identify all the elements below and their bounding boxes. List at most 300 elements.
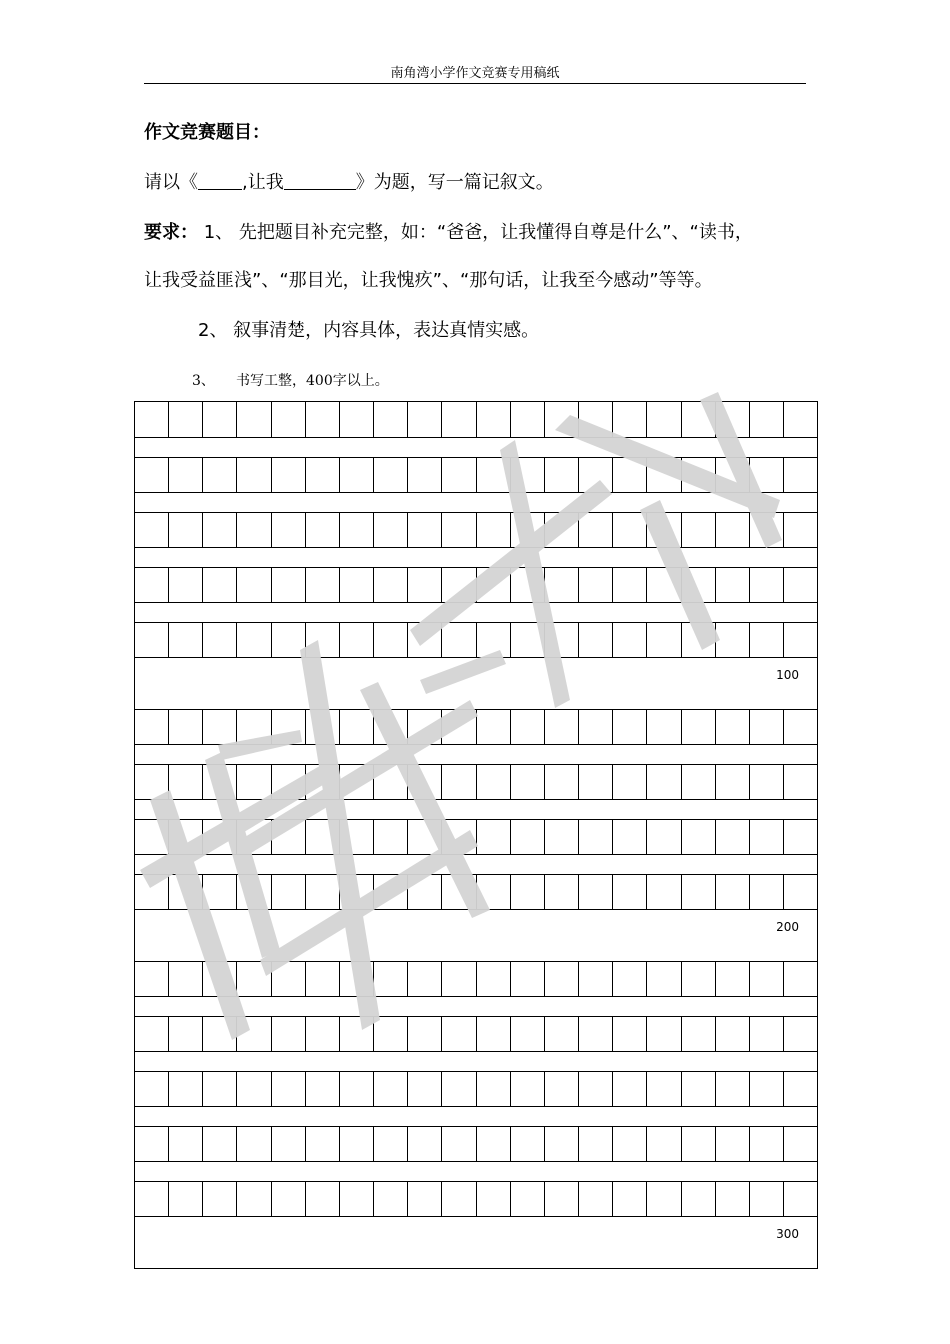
grid-cell[interactable] bbox=[203, 1181, 237, 1217]
grid-cell[interactable] bbox=[750, 1126, 784, 1162]
grid-cell[interactable] bbox=[408, 819, 442, 855]
grid-cell[interactable] bbox=[442, 622, 476, 658]
grid-cell[interactable] bbox=[169, 709, 203, 745]
grid-cell[interactable] bbox=[716, 764, 750, 800]
grid-cell[interactable] bbox=[203, 819, 237, 855]
grid-cell[interactable] bbox=[716, 402, 750, 438]
grid-cell[interactable] bbox=[682, 567, 716, 603]
grid-cell[interactable] bbox=[579, 512, 613, 548]
grid-cell[interactable] bbox=[135, 1016, 169, 1052]
grid-cell[interactable] bbox=[784, 764, 817, 800]
grid-cell[interactable] bbox=[442, 709, 476, 745]
prompt-line bbox=[144, 168, 554, 194]
grid-cell[interactable] bbox=[203, 1071, 237, 1107]
grid-cell[interactable] bbox=[784, 709, 817, 745]
grid-cell[interactable] bbox=[682, 622, 716, 658]
grid-cell[interactable] bbox=[511, 819, 545, 855]
grid-cell[interactable] bbox=[750, 1071, 784, 1107]
grid-cell[interactable] bbox=[374, 567, 408, 603]
grid-cell[interactable] bbox=[442, 1126, 476, 1162]
grid-cell[interactable] bbox=[750, 709, 784, 745]
grid-cell[interactable] bbox=[203, 622, 237, 658]
grid-cell[interactable] bbox=[135, 1071, 169, 1107]
grid-cell[interactable] bbox=[135, 709, 169, 745]
grid-cell[interactable] bbox=[511, 874, 545, 910]
grid-cell[interactable] bbox=[306, 764, 340, 800]
grid-cell[interactable] bbox=[374, 457, 408, 493]
grid-cell[interactable] bbox=[784, 1071, 817, 1107]
grid-cell[interactable] bbox=[374, 1016, 408, 1052]
grid-cell[interactable] bbox=[169, 512, 203, 548]
grid-cell[interactable] bbox=[647, 1071, 681, 1107]
grid-cell[interactable] bbox=[647, 622, 681, 658]
grid-cell[interactable] bbox=[613, 622, 647, 658]
grid-cell[interactable] bbox=[750, 512, 784, 548]
grid-cell[interactable] bbox=[511, 1181, 545, 1217]
grid-cell[interactable] bbox=[579, 764, 613, 800]
grid-cell[interactable] bbox=[237, 1181, 271, 1217]
grid-cell[interactable] bbox=[272, 1071, 306, 1107]
grid-cell[interactable] bbox=[237, 1126, 271, 1162]
grid-cell[interactable] bbox=[477, 874, 511, 910]
grid-cell[interactable] bbox=[750, 1016, 784, 1052]
grid-cell[interactable] bbox=[716, 512, 750, 548]
grid-cell[interactable] bbox=[169, 622, 203, 658]
grid-cell[interactable] bbox=[237, 402, 271, 438]
grid-cell[interactable] bbox=[716, 1181, 750, 1217]
grid-cell[interactable] bbox=[340, 1071, 374, 1107]
grid-row bbox=[135, 961, 817, 997]
grid-cell[interactable] bbox=[408, 622, 442, 658]
grid-cell[interactable] bbox=[613, 402, 647, 438]
grid-cell[interactable] bbox=[511, 622, 545, 658]
grid-cell[interactable] bbox=[442, 819, 476, 855]
grid-cell[interactable] bbox=[169, 874, 203, 910]
grid-cell[interactable] bbox=[716, 567, 750, 603]
grid-cell[interactable] bbox=[647, 402, 681, 438]
grid-cell[interactable] bbox=[306, 1016, 340, 1052]
grid-cell[interactable] bbox=[135, 1126, 169, 1162]
grid-cell[interactable] bbox=[135, 764, 169, 800]
grid-cell[interactable] bbox=[408, 874, 442, 910]
grid-cell[interactable] bbox=[647, 874, 681, 910]
grid-cell[interactable] bbox=[613, 874, 647, 910]
grid-cell[interactable] bbox=[135, 961, 169, 997]
grid-cell[interactable] bbox=[340, 457, 374, 493]
grid-cell[interactable] bbox=[306, 1071, 340, 1107]
grid-cell[interactable] bbox=[750, 457, 784, 493]
grid-cell[interactable] bbox=[203, 874, 237, 910]
grid-cell[interactable] bbox=[750, 764, 784, 800]
grid-cell[interactable] bbox=[750, 1181, 784, 1217]
grid-cell[interactable] bbox=[750, 402, 784, 438]
grid-cell[interactable] bbox=[647, 1016, 681, 1052]
grid-cell[interactable] bbox=[579, 819, 613, 855]
grid-cell[interactable] bbox=[477, 1181, 511, 1217]
grid-cell[interactable] bbox=[135, 1181, 169, 1217]
grid-cell[interactable] bbox=[272, 1181, 306, 1217]
grid-cell[interactable] bbox=[784, 1181, 817, 1217]
grid-cell[interactable] bbox=[374, 764, 408, 800]
grid-cell[interactable] bbox=[545, 567, 579, 603]
grid-cell[interactable] bbox=[511, 961, 545, 997]
grid-cell[interactable] bbox=[237, 457, 271, 493]
grid-cell[interactable] bbox=[784, 402, 817, 438]
grid-cell[interactable] bbox=[306, 1181, 340, 1217]
grid-cell[interactable] bbox=[203, 1126, 237, 1162]
grid-cell[interactable] bbox=[647, 764, 681, 800]
grid-cell[interactable] bbox=[203, 512, 237, 548]
grid-cell[interactable] bbox=[442, 567, 476, 603]
grid-cell[interactable] bbox=[511, 512, 545, 548]
grid-cell[interactable] bbox=[477, 567, 511, 603]
grid-cell[interactable] bbox=[613, 709, 647, 745]
grid-cell[interactable] bbox=[340, 1181, 374, 1217]
grid-cell[interactable] bbox=[272, 567, 306, 603]
grid-cell[interactable] bbox=[442, 457, 476, 493]
grid-cell[interactable] bbox=[545, 402, 579, 438]
grid-cell[interactable] bbox=[545, 457, 579, 493]
grid-cell[interactable] bbox=[374, 622, 408, 658]
grid-cell[interactable] bbox=[477, 457, 511, 493]
grid-cell[interactable] bbox=[545, 512, 579, 548]
grid-cell[interactable] bbox=[716, 709, 750, 745]
grid-cell[interactable] bbox=[340, 512, 374, 548]
grid-cell[interactable] bbox=[545, 1126, 579, 1162]
grid-cell[interactable] bbox=[545, 709, 579, 745]
grid-cell[interactable] bbox=[306, 961, 340, 997]
grid-cell[interactable] bbox=[613, 457, 647, 493]
grid-cell[interactable] bbox=[272, 402, 306, 438]
grid-cell[interactable] bbox=[477, 1071, 511, 1107]
grid-cell[interactable] bbox=[169, 1016, 203, 1052]
grid-cell[interactable] bbox=[340, 764, 374, 800]
grid-cell[interactable] bbox=[272, 1126, 306, 1162]
grid-cell[interactable] bbox=[613, 1016, 647, 1052]
grid-cell[interactable] bbox=[306, 457, 340, 493]
requirement-3-number: 3、 bbox=[192, 373, 215, 389]
grid-cell[interactable] bbox=[682, 819, 716, 855]
grid-cell[interactable] bbox=[784, 512, 817, 548]
grid-cell[interactable] bbox=[135, 622, 169, 658]
grid-cell[interactable] bbox=[511, 567, 545, 603]
grid-cell[interactable] bbox=[237, 512, 271, 548]
title-blank-1 bbox=[198, 171, 242, 190]
grid-row bbox=[135, 1016, 817, 1052]
grid-cell[interactable] bbox=[579, 709, 613, 745]
grid-cell[interactable] bbox=[169, 819, 203, 855]
grid-cell[interactable] bbox=[477, 622, 511, 658]
grid-cell[interactable] bbox=[682, 1071, 716, 1107]
grid-cell[interactable] bbox=[169, 457, 203, 493]
grid-cell[interactable] bbox=[272, 1016, 306, 1052]
grid-cell[interactable] bbox=[545, 1181, 579, 1217]
grid-cell[interactable] bbox=[511, 1071, 545, 1107]
grid-cell[interactable] bbox=[272, 457, 306, 493]
requirement-1-line-2: 让我受益匪浅”、“那目光，让我愧疚”、“那句话，让我至今感动”等等。 bbox=[144, 270, 713, 291]
grid-cell[interactable] bbox=[545, 622, 579, 658]
grid-cell[interactable] bbox=[237, 961, 271, 997]
grid-cell[interactable] bbox=[682, 874, 716, 910]
grid-cell[interactable] bbox=[750, 961, 784, 997]
grid-cell[interactable] bbox=[203, 457, 237, 493]
grid-cell[interactable] bbox=[442, 1071, 476, 1107]
grid-cell[interactable] bbox=[682, 1016, 716, 1052]
grid-cell[interactable] bbox=[682, 1126, 716, 1162]
grid-cell[interactable] bbox=[682, 764, 716, 800]
grid-cell[interactable] bbox=[408, 764, 442, 800]
requirement-3-text: 书写工整，400字以上。 bbox=[236, 373, 389, 389]
grid-cell[interactable] bbox=[784, 961, 817, 997]
grid-cell[interactable] bbox=[408, 567, 442, 603]
word-count-marker: 100 bbox=[776, 668, 799, 682]
grid-cell[interactable] bbox=[545, 1016, 579, 1052]
grid-cell[interactable] bbox=[237, 764, 271, 800]
grid-cell[interactable] bbox=[477, 1016, 511, 1052]
grid-cell[interactable] bbox=[511, 457, 545, 493]
grid-cell[interactable] bbox=[237, 874, 271, 910]
grid-cell[interactable] bbox=[340, 961, 374, 997]
grid-cell[interactable] bbox=[613, 764, 647, 800]
grid-cell[interactable] bbox=[135, 402, 169, 438]
grid-cell[interactable] bbox=[545, 764, 579, 800]
grid-cell[interactable] bbox=[477, 961, 511, 997]
grid-cell[interactable] bbox=[477, 819, 511, 855]
grid-cell[interactable] bbox=[784, 567, 817, 603]
grid-cell[interactable] bbox=[477, 512, 511, 548]
grid-cell[interactable] bbox=[237, 567, 271, 603]
grid-cell[interactable] bbox=[579, 457, 613, 493]
grid-cell[interactable] bbox=[374, 1126, 408, 1162]
grid-cell[interactable] bbox=[750, 819, 784, 855]
grid-cell[interactable] bbox=[169, 1071, 203, 1107]
grid-cell[interactable] bbox=[169, 961, 203, 997]
word-count-marker: 300 bbox=[776, 1227, 799, 1241]
grid-cell[interactable] bbox=[408, 961, 442, 997]
grid-cell[interactable] bbox=[203, 567, 237, 603]
grid-cell[interactable] bbox=[169, 402, 203, 438]
grid-cell[interactable] bbox=[682, 961, 716, 997]
grid-cell[interactable] bbox=[374, 709, 408, 745]
grid-cell[interactable] bbox=[784, 819, 817, 855]
grid-cell[interactable] bbox=[716, 1071, 750, 1107]
grid-cell[interactable] bbox=[579, 402, 613, 438]
grid-cell[interactable] bbox=[784, 1126, 817, 1162]
grid-cell[interactable] bbox=[716, 961, 750, 997]
grid-cell[interactable] bbox=[408, 1016, 442, 1052]
grid-cell[interactable] bbox=[511, 764, 545, 800]
grid-cell[interactable] bbox=[784, 1016, 817, 1052]
grid-cell[interactable] bbox=[306, 819, 340, 855]
grid-cell[interactable] bbox=[169, 764, 203, 800]
grid-row bbox=[135, 567, 817, 603]
grid-cell[interactable] bbox=[237, 622, 271, 658]
grid-cell[interactable] bbox=[340, 402, 374, 438]
grid-cell[interactable] bbox=[135, 819, 169, 855]
grid-cell[interactable] bbox=[545, 1071, 579, 1107]
grid-cell[interactable] bbox=[237, 709, 271, 745]
grid-cell[interactable] bbox=[169, 567, 203, 603]
grid-cell[interactable] bbox=[272, 622, 306, 658]
grid-cell[interactable] bbox=[716, 1126, 750, 1162]
grid-cell[interactable] bbox=[306, 402, 340, 438]
grid-cell[interactable] bbox=[237, 1016, 271, 1052]
grid-cell[interactable] bbox=[511, 709, 545, 745]
grid-cell[interactable] bbox=[374, 1181, 408, 1217]
title-blank-2 bbox=[284, 171, 356, 190]
grid-cell[interactable] bbox=[374, 819, 408, 855]
grid-cell[interactable] bbox=[682, 457, 716, 493]
grid-cell[interactable] bbox=[613, 1181, 647, 1217]
grid-cell[interactable] bbox=[784, 874, 817, 910]
grid-cell[interactable] bbox=[203, 402, 237, 438]
grid-cell[interactable] bbox=[442, 961, 476, 997]
grid-cell[interactable] bbox=[750, 622, 784, 658]
grid-cell[interactable] bbox=[682, 709, 716, 745]
grid-cell[interactable] bbox=[340, 819, 374, 855]
grid-cell[interactable] bbox=[442, 764, 476, 800]
prompt-middle: ,让我 bbox=[242, 172, 284, 193]
grid-row bbox=[135, 1126, 817, 1162]
grid-cell[interactable] bbox=[477, 402, 511, 438]
grid-cell[interactable] bbox=[545, 819, 579, 855]
grid-cell[interactable] bbox=[203, 709, 237, 745]
grid-cell[interactable] bbox=[716, 874, 750, 910]
grid-cell[interactable] bbox=[442, 512, 476, 548]
grid-cell[interactable] bbox=[306, 874, 340, 910]
grid-cell[interactable] bbox=[272, 819, 306, 855]
grid-cell[interactable] bbox=[511, 402, 545, 438]
grid-cell[interactable] bbox=[272, 961, 306, 997]
grid-cell[interactable] bbox=[374, 1071, 408, 1107]
grid-cell[interactable] bbox=[408, 512, 442, 548]
grid-cell[interactable] bbox=[647, 567, 681, 603]
grid-cell[interactable] bbox=[647, 1181, 681, 1217]
grid-cell[interactable] bbox=[579, 1016, 613, 1052]
grid-cell[interactable] bbox=[613, 961, 647, 997]
grid-cell[interactable] bbox=[579, 874, 613, 910]
grid-cell[interactable] bbox=[716, 1016, 750, 1052]
grid-cell[interactable] bbox=[135, 874, 169, 910]
grid-cell[interactable] bbox=[477, 1126, 511, 1162]
requirement-item-2: 2、 叙事清楚，内容具体，表达真情实感。 bbox=[198, 320, 540, 341]
grid-cell[interactable] bbox=[135, 567, 169, 603]
grid-cell[interactable] bbox=[647, 709, 681, 745]
grid-cell[interactable] bbox=[340, 709, 374, 745]
grid-cell[interactable] bbox=[579, 622, 613, 658]
grid-cell[interactable] bbox=[374, 874, 408, 910]
grid-cell[interactable] bbox=[477, 764, 511, 800]
grid-cell[interactable] bbox=[682, 1181, 716, 1217]
grid-cell[interactable] bbox=[579, 1071, 613, 1107]
grid-cell[interactable] bbox=[272, 764, 306, 800]
grid-cell[interactable] bbox=[203, 764, 237, 800]
grid-cell[interactable] bbox=[340, 567, 374, 603]
grid-cell[interactable] bbox=[169, 1126, 203, 1162]
grid-cell[interactable] bbox=[340, 622, 374, 658]
grid-cell[interactable] bbox=[135, 512, 169, 548]
grid-cell[interactable] bbox=[340, 874, 374, 910]
grid-cell[interactable] bbox=[579, 961, 613, 997]
grid-cell[interactable] bbox=[237, 819, 271, 855]
grid-cell[interactable] bbox=[647, 512, 681, 548]
grid-cell[interactable] bbox=[442, 402, 476, 438]
grid-cell[interactable] bbox=[306, 1126, 340, 1162]
grid-cell[interactable] bbox=[716, 819, 750, 855]
grid-cell[interactable] bbox=[374, 961, 408, 997]
grid-cell[interactable] bbox=[511, 1016, 545, 1052]
grid-cell[interactable] bbox=[579, 1181, 613, 1217]
grid-row bbox=[135, 819, 817, 855]
grid-cell[interactable] bbox=[306, 622, 340, 658]
grid-row bbox=[135, 764, 817, 800]
grid-cell[interactable] bbox=[784, 622, 817, 658]
grid-cell[interactable] bbox=[579, 567, 613, 603]
grid-cell[interactable] bbox=[647, 1126, 681, 1162]
grid-cell[interactable] bbox=[340, 1126, 374, 1162]
grid-cell[interactable] bbox=[374, 512, 408, 548]
grid-cell[interactable] bbox=[545, 874, 579, 910]
grid-cell[interactable] bbox=[340, 1016, 374, 1052]
grid-cell[interactable] bbox=[784, 457, 817, 493]
grid-cell[interactable] bbox=[408, 457, 442, 493]
grid-cell[interactable] bbox=[545, 961, 579, 997]
grid-cell[interactable] bbox=[408, 709, 442, 745]
prompt-prefix: 请以《 bbox=[144, 172, 198, 193]
grid-row bbox=[135, 512, 817, 548]
grid-cell[interactable] bbox=[682, 402, 716, 438]
grid-cell[interactable] bbox=[442, 1181, 476, 1217]
grid-cell[interactable] bbox=[682, 512, 716, 548]
grid-cell[interactable] bbox=[374, 402, 408, 438]
grid-cell[interactable] bbox=[408, 402, 442, 438]
grid-cell[interactable] bbox=[477, 709, 511, 745]
grid-cell[interactable] bbox=[750, 567, 784, 603]
grid-cell[interactable] bbox=[442, 874, 476, 910]
grid-cell[interactable] bbox=[203, 961, 237, 997]
grid-cell[interactable] bbox=[169, 1181, 203, 1217]
grid-cell[interactable] bbox=[613, 512, 647, 548]
grid-cell[interactable] bbox=[306, 709, 340, 745]
grid-cell[interactable] bbox=[750, 874, 784, 910]
grid-cell[interactable] bbox=[272, 709, 306, 745]
grid-cell[interactable] bbox=[613, 567, 647, 603]
grid-cell[interactable] bbox=[408, 1181, 442, 1217]
grid-cell[interactable] bbox=[613, 1071, 647, 1107]
grid-cell[interactable] bbox=[613, 1126, 647, 1162]
grid-cell[interactable] bbox=[647, 961, 681, 997]
topic-heading: 作文竞赛题目： bbox=[144, 122, 270, 143]
grid-row bbox=[135, 402, 817, 438]
grid-cell[interactable] bbox=[306, 567, 340, 603]
grid-cell[interactable] bbox=[647, 457, 681, 493]
grid-cell[interactable] bbox=[408, 1126, 442, 1162]
grid-cell[interactable] bbox=[613, 819, 647, 855]
grid-cell[interactable] bbox=[579, 1126, 613, 1162]
grid-cell[interactable] bbox=[511, 1126, 545, 1162]
grid-cell[interactable] bbox=[716, 457, 750, 493]
grid-cell[interactable] bbox=[647, 819, 681, 855]
grid-cell[interactable] bbox=[272, 512, 306, 548]
grid-cell[interactable] bbox=[203, 1016, 237, 1052]
grid-cell[interactable] bbox=[408, 1071, 442, 1107]
grid-cell[interactable] bbox=[716, 622, 750, 658]
grid-cell[interactable] bbox=[237, 1071, 271, 1107]
grid-cell[interactable] bbox=[272, 874, 306, 910]
grid-cell[interactable] bbox=[306, 512, 340, 548]
grid-cell[interactable] bbox=[442, 1016, 476, 1052]
grid-cell[interactable] bbox=[135, 457, 169, 493]
